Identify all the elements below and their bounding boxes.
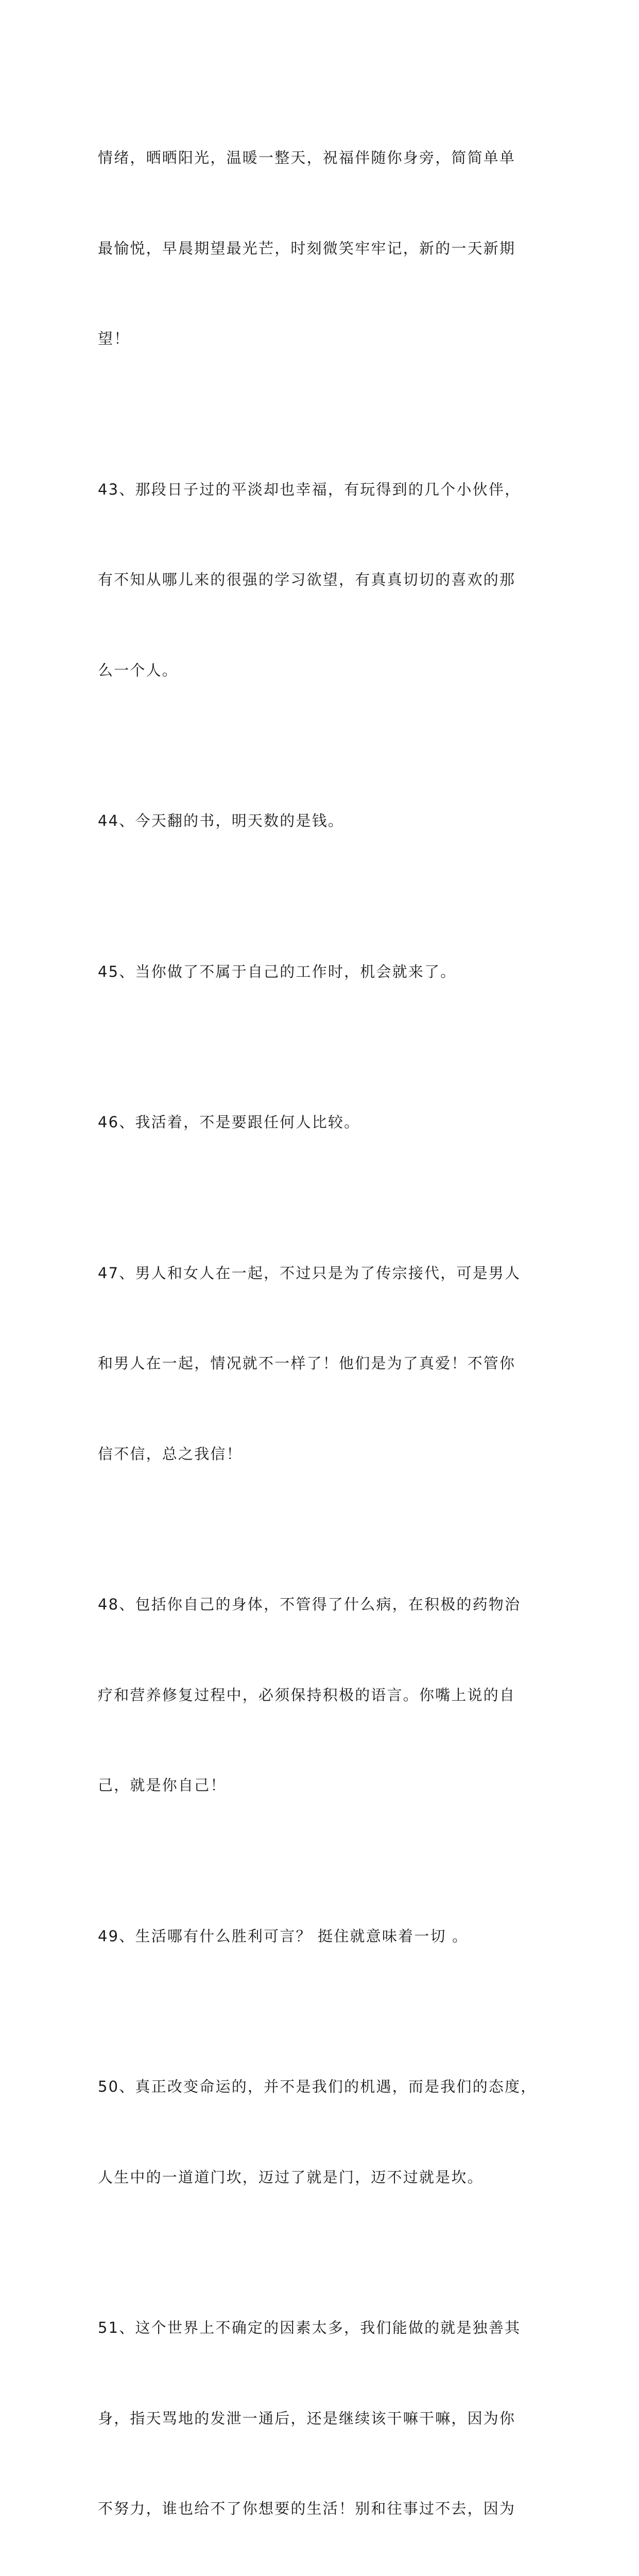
paragraph-48 <box>98 1529 551 1861</box>
document-body <box>98 82 551 2576</box>
text-line: 50、真正改变命运的，并不是我们的机遇，而是我们的态度， <box>98 2078 537 2095</box>
text-line: 46、我活着，不是要跟任何人比较。 <box>98 1113 360 1131</box>
text-line: 48、包括你自己的身体，不管得了什么病，在积极的药物治 <box>98 1596 521 1613</box>
text-line: 51、这个世界上不确定的因素太多，我们能做的就是独善其 <box>98 2319 521 2336</box>
text-line: 43、那段日子过的平淡却也幸福，有玩得到的几个小伙伴， <box>98 480 521 498</box>
paragraph-43 <box>98 414 551 746</box>
text-line: 情绪，晒晒阳光，温暖一整天，祝福伴随你身旁，简简单单 <box>98 149 516 166</box>
paragraph-44 <box>98 745 551 896</box>
text-line: 不努力，谁也给不了你想要的生活！别和往事过不去，因为 <box>98 2500 516 2517</box>
paragraph-47 <box>98 1198 551 1530</box>
text-line: 47、男人和女人在一起，不过只是为了传宗接代，可是男人 <box>98 1264 521 1282</box>
text-line: 最愉悦，早晨期望最光芒，时刻微笑牢牢记，新的一天新期 <box>98 239 516 257</box>
paragraph-49 <box>98 1861 551 2012</box>
text-line: 么一个人。 <box>98 661 179 679</box>
text-line: 身，指天骂地的发泄一通后，还是继续该干嘛干嘛，因为你 <box>98 2409 516 2427</box>
text-line: 有不知从哪儿来的很强的学习欲望，有真真切切的喜欢的那 <box>98 571 516 588</box>
text-line: 44、今天翻的书，明天数的是钱。 <box>98 812 344 829</box>
text-line: 45、当你做了不属于自己的工作时，机会就来了。 <box>98 962 457 980</box>
paragraph-51 <box>98 2252 551 2576</box>
paragraph-50 <box>98 2011 551 2252</box>
paragraph-45 <box>98 896 551 1047</box>
text-line: 49、生活哪有什么胜利可言？ 挺住就意味着一切 。 <box>98 1927 469 1945</box>
text-line: 和男人在一起，情况就不一样了！他们是为了真爱！不管你 <box>98 1354 516 1372</box>
paragraph-continuation <box>98 82 551 414</box>
text-line: 己，就是你自己！ <box>98 1776 227 1794</box>
text-line: 疗和营养修复过程中，必须保持积极的语言。你嘴上说的自 <box>98 1686 516 1704</box>
text-line: 信不信，总之我信！ <box>98 1445 243 1463</box>
text-line: 望！ <box>98 330 130 347</box>
paragraph-46 <box>98 1047 551 1198</box>
text-line: 人生中的一道道门坎，迈过了就是门，迈不过就是坎。 <box>98 2168 483 2186</box>
